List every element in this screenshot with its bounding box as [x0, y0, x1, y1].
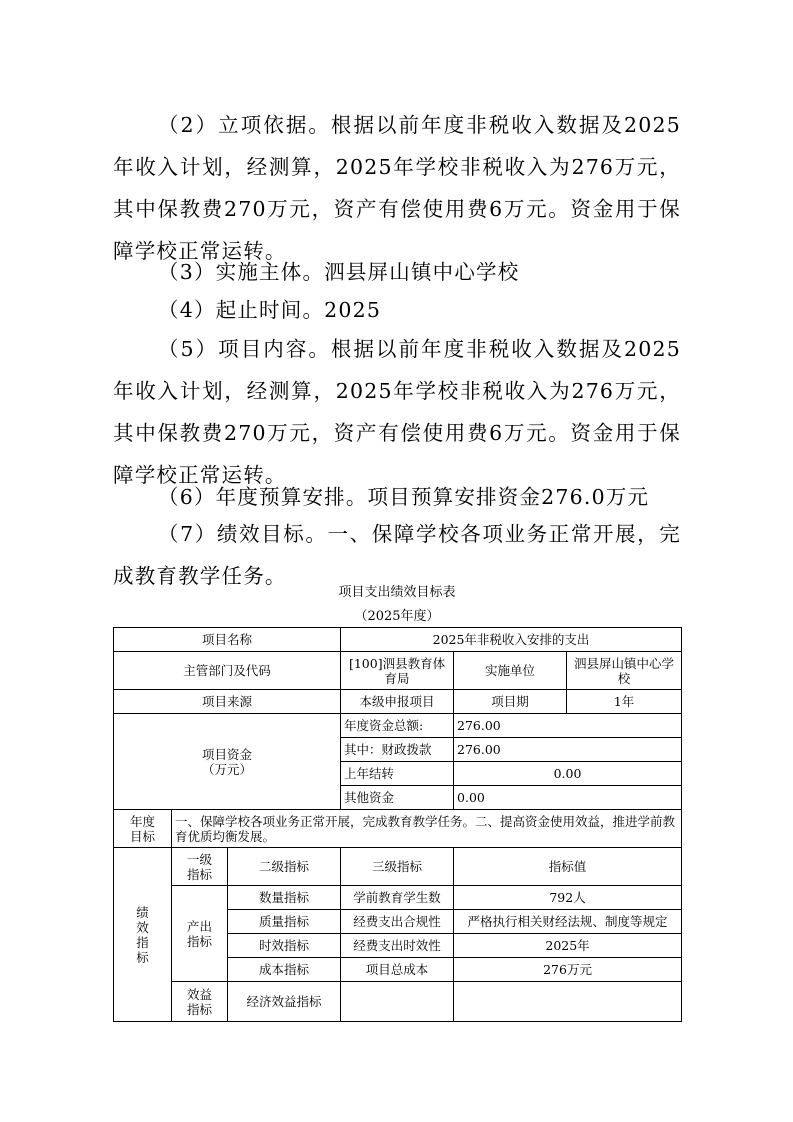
level3-cell: 经费支出时效性	[341, 934, 454, 958]
paragraph-content: （5）项目内容。根据以前年度非税收入数据及2025年收入计划，经测算，2025年学校非税收入为276万元，其中保教费270万元，资产有偿使用费6万元。资金用于保障学校正常运转。	[113, 337, 681, 487]
level3-cell	[341, 982, 454, 1022]
table-row	[114, 714, 682, 738]
funds-total-value: 276.00	[454, 714, 682, 738]
value-cell: 严格执行相关财经法规、制度等规定	[454, 910, 682, 934]
funds-fiscal-label: 其中：财政拨款	[341, 738, 454, 762]
table-year: （2025年度）	[354, 609, 440, 624]
table-row	[114, 652, 682, 690]
paragraph-budget: （6）年度预算安排。项目预算安排资金276.0万元	[158, 485, 650, 509]
project-name-value: 2025年非税收入安排的支出	[341, 628, 682, 652]
table-row	[114, 690, 682, 714]
table-row	[114, 982, 682, 1022]
level3-header: 三级指标	[341, 848, 454, 886]
level2-cell: 成本指标	[228, 958, 341, 982]
output-label-text: 产出指标	[186, 918, 212, 949]
level2-cell: 质量指标	[228, 910, 341, 934]
funds-carry-label: 上年结转	[341, 762, 454, 786]
value-cell: 2025年	[454, 934, 682, 958]
table-row	[114, 886, 682, 910]
perf-label-text: 绩效指标	[136, 904, 149, 965]
funds-carry-value: 0.00	[454, 762, 682, 786]
goal-label-text: 年度目标	[129, 813, 155, 844]
funds-unit-text: （万元）	[202, 761, 253, 777]
benefit-label-text: 效益指标	[186, 986, 212, 1017]
performance-table	[113, 627, 682, 1022]
funds-fiscal-value: 276.00	[454, 738, 682, 762]
dept-value: [100]泗县教育体育局	[341, 652, 454, 690]
impl-unit-value: 泗县屏山镇中心学校	[567, 652, 682, 690]
source-label: 项目来源	[114, 690, 341, 714]
source-value: 本级申报项目	[341, 690, 454, 714]
benefit-label	[172, 982, 228, 1022]
funds-other-value: 0.00	[454, 786, 682, 810]
value-header: 指标值	[454, 848, 682, 886]
dept-label: 主管部门及代码	[114, 652, 341, 690]
period-label: 项目期	[454, 690, 567, 714]
goal-value: 一、保障学校各项业务正常开展，完成教育教学任务。二、提高资金使用效益，推进学前教育优质均衡发展。	[172, 810, 682, 848]
table-row	[114, 628, 682, 652]
paragraph-basis: （2）立项依据。根据以前年度非税收入数据及2025年收入计划，经测算，2025年学校非税收入为276万元，其中保教费270万元，资产有偿使用费6万元。资金用于保障学校正常运转。	[113, 113, 681, 263]
level1-header	[172, 848, 228, 886]
project-name-label: 项目名称	[114, 628, 341, 652]
level1-header-text: 一级指标	[186, 851, 212, 882]
perf-label	[114, 848, 172, 1022]
funds-other-label: 其他资金	[341, 786, 454, 810]
level3-cell: 学前教育学生数	[341, 886, 454, 910]
level2-header: 二级指标	[228, 848, 341, 886]
paragraph-goals: （7）绩效目标。一、保障学校各项业务正常开展，完成教育教学任务。	[113, 522, 681, 588]
goal-label	[114, 810, 172, 848]
funds-label	[114, 714, 341, 810]
period-value: 1年	[567, 690, 682, 714]
table-row	[114, 848, 682, 886]
level3-cell: 项目总成本	[341, 958, 454, 982]
funds-total-label: 年度资金总额:	[341, 714, 454, 738]
paragraph-implementer: （3）实施主体。泗县屏山镇中心学校	[158, 260, 520, 284]
level3-cell: 经费支出合规性	[341, 910, 454, 934]
level2-cell: 数量指标	[228, 886, 341, 910]
value-cell: 276万元	[454, 958, 682, 982]
level2-cell: 时效指标	[228, 934, 341, 958]
table-title: 项目支出绩效目标表	[338, 585, 456, 600]
level2-cell: 经济效益指标	[228, 982, 341, 1022]
value-cell: 792人	[454, 886, 682, 910]
impl-unit-label: 实施单位	[454, 652, 567, 690]
funds-label-text: 项目资金	[202, 746, 253, 762]
output-label	[172, 886, 228, 982]
paragraph-timeframe: （4）起止时间。2025	[158, 298, 382, 322]
value-cell	[454, 982, 682, 1022]
table-row	[114, 810, 682, 848]
